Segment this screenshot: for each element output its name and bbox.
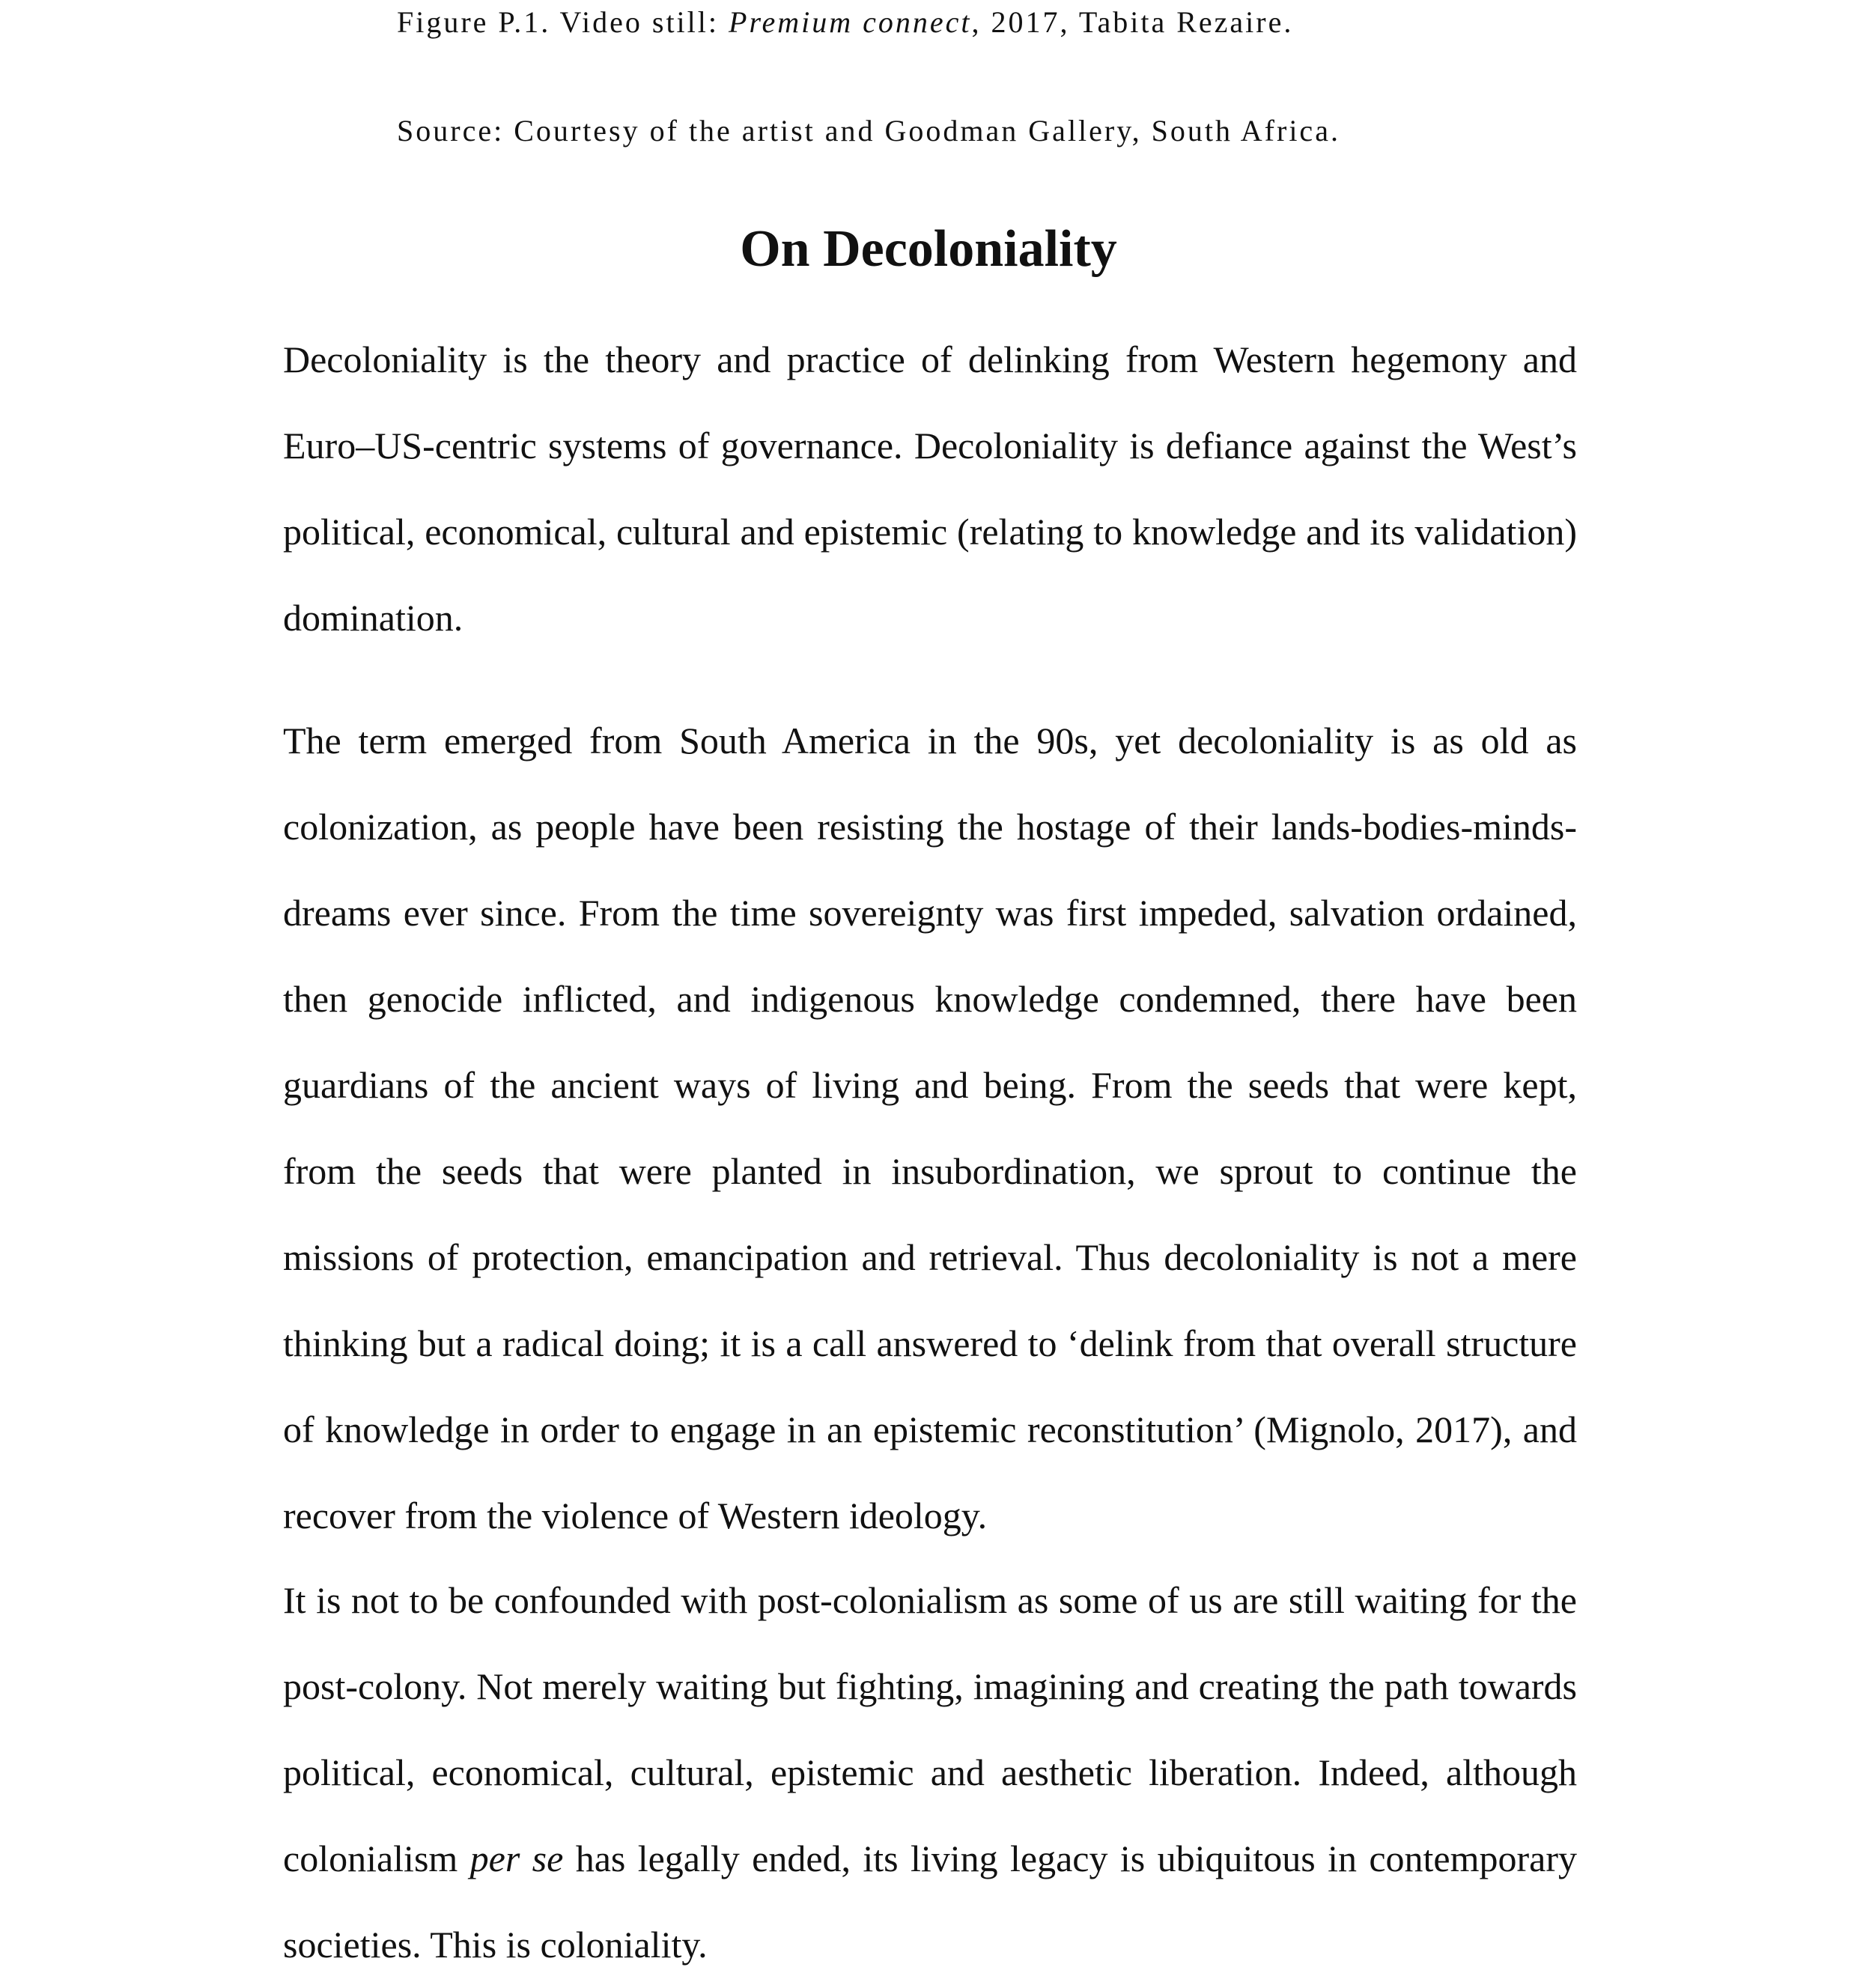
figure-caption <box>397 7 1293 37</box>
paragraph-2: The term emerged from South America in the 90s, yet decoloniality is as old as colonization, as people have been resisting the hostage of their lands-bodies-minds-dreams ever since. From the time sovereignty was first impeded, salvation ordained, then genocide inflicted, and indigenous knowledge condemned, there have been guardians of the ancient ways of living and being. From the seeds that were kept, from the seeds that were planted in insubordination, we sprout to continue the missions of protection, emancipation and retrieval. Thus decoloniality is not a mere thinking but a radical doing; it is a call answered to ‘delink from that overall structure of knowledge in order to engage in an epistemic reconstitution’ (Mignolo, 2017), and recover from the violence of Western ideology. <box>283 720 1577 1536</box>
section-heading: On Decoloniality <box>740 220 1117 278</box>
paragraph-3-start: It is not to be confounded with post-colonialism as some of us are still waiting for the post-colony. Not merely waiting but fighting, imagining and creating the path towards political, economical, cultural, epistemic and aesthetic liberation. Indeed, although colonialism <box>283 1579 1577 1879</box>
paragraph-3-italic: per se <box>469 1837 564 1879</box>
figure-caption-prefix: Figure P.1. Video still: <box>397 5 729 39</box>
paragraph-3-end: has legally ended, its living legacy is ubiquitous in contemporary societies. This is coloniality. <box>283 1837 1577 1966</box>
figure-caption-suffix: , 2017, Tabita Rezaire. <box>971 5 1294 39</box>
paragraph-3 <box>283 1557 1577 1988</box>
figure-caption-title: Premium connect <box>729 5 972 39</box>
paragraph-1: Decoloniality is the theory and practice of delinking from Western hegemony and Euro–US-centric systems of governance. Decoloniality is defiance against the West’s political, economical, cultural and epistemic (relating to knowledge and its validation) domination. <box>283 338 1577 639</box>
source-caption: Source: Courtesy of the artist and Goodman Gallery, South Africa. <box>397 114 1340 148</box>
